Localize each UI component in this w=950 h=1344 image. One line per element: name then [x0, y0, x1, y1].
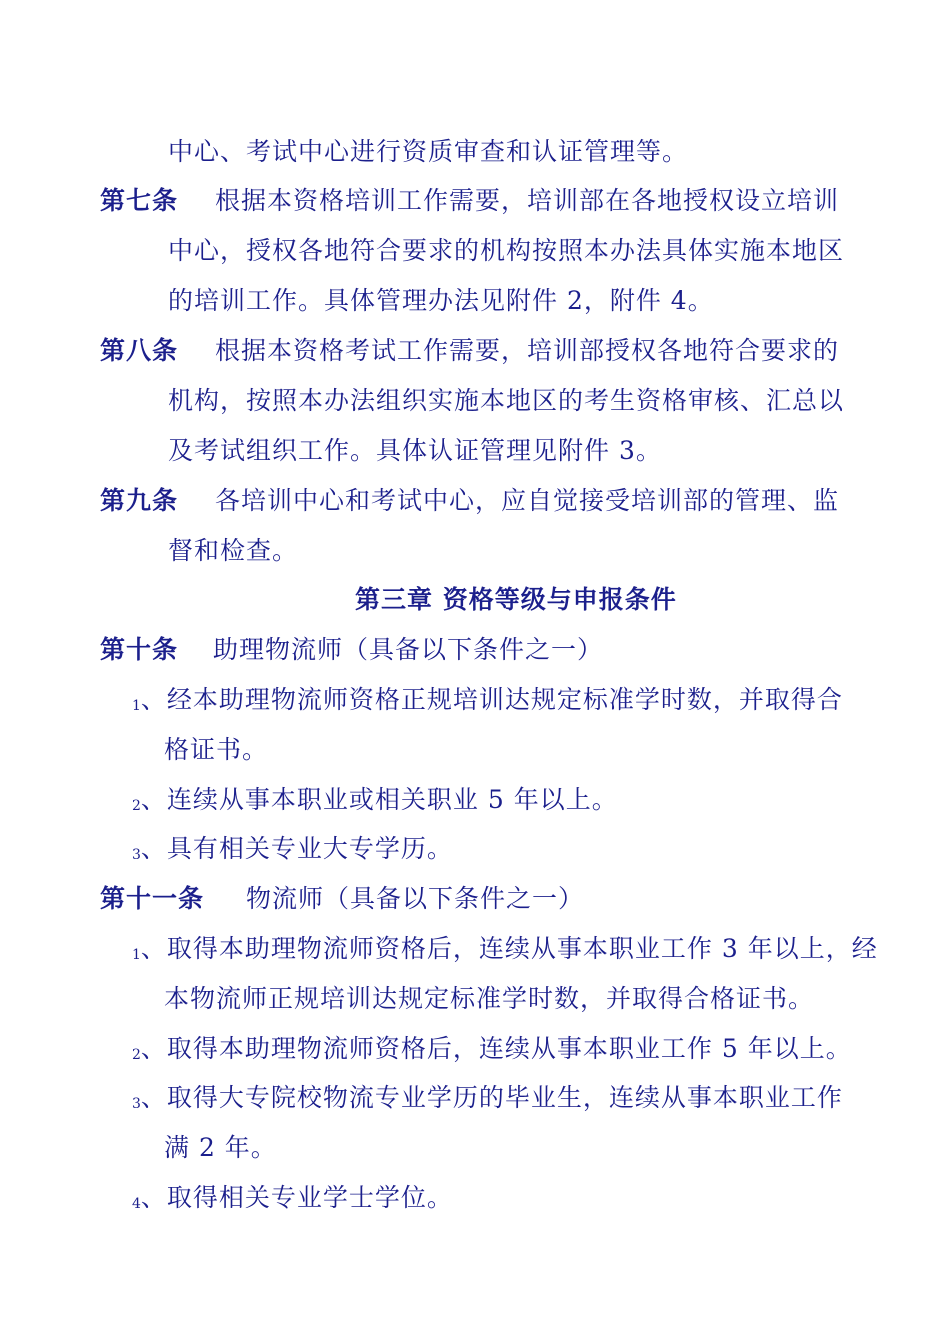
paragraph-line: 中心、考试中心进行资质审查和认证管理等。 — [168, 137, 689, 166]
paragraph-line: 满 2 年。 — [164, 1133, 277, 1162]
paragraph-line: 格证书。 — [164, 735, 269, 764]
paragraph-line: 各培训中心和考试中心，应自觉接受培训部的管理、监 — [215, 486, 840, 515]
paragraph-line: 根据本资格培训工作需要，培训部在各地授权设立培训 — [215, 186, 840, 215]
paragraph-line: 根据本资格考试工作需要，培训部授权各地符合要求的 — [215, 336, 840, 365]
list-item: 4、取得相关专业学士学位。 — [132, 1183, 453, 1212]
list-item: 2、取得本助理物流师资格后，连续从事本职业工作 5 年以上。 — [132, 1034, 852, 1063]
paragraph-line: 及考试组织工作。具体认证管理见附件 3。 — [168, 436, 662, 465]
paragraph-line: 的培训工作。具体管理办法见附件 2，附件 4。 — [168, 286, 714, 315]
article-label: 第七条 — [100, 186, 179, 215]
article-label: 第十条 — [100, 635, 179, 664]
list-item: 3、具有相关专业大专学历。 — [132, 834, 453, 863]
list-item: 3、取得大专院校物流专业学历的毕业生，连续从事本职业工作 — [132, 1083, 843, 1112]
article-label: 第十一条 — [100, 884, 205, 913]
chapter-heading: 第三章 资格等级与申报条件 — [355, 585, 677, 614]
article-label: 第八条 — [100, 336, 179, 365]
paragraph-line: 助理物流师（具备以下条件之一） — [213, 635, 604, 664]
list-item: 1、经本助理物流师资格正规培训达规定标准学时数，并取得合 — [132, 685, 843, 714]
paragraph-line: 督和检查。 — [168, 536, 299, 565]
paragraph-line: 机构，按照本办法组织实施本地区的考生资格审核、汇总以 — [168, 386, 845, 415]
paragraph-line: 物流师（具备以下条件之一） — [246, 884, 585, 913]
article-label: 第九条 — [100, 486, 179, 515]
list-item: 2、连续从事本职业或相关职业 5 年以上。 — [132, 785, 618, 814]
paragraph-line: 中心，授权各地符合要求的机构按照本办法具体实施本地区 — [168, 236, 845, 265]
list-item: 1、取得本助理物流师资格后，连续从事本职业工作 3 年以上，经 — [132, 934, 878, 963]
paragraph-line: 本物流师正规培训达规定标准学时数，并取得合格证书。 — [164, 984, 815, 1013]
